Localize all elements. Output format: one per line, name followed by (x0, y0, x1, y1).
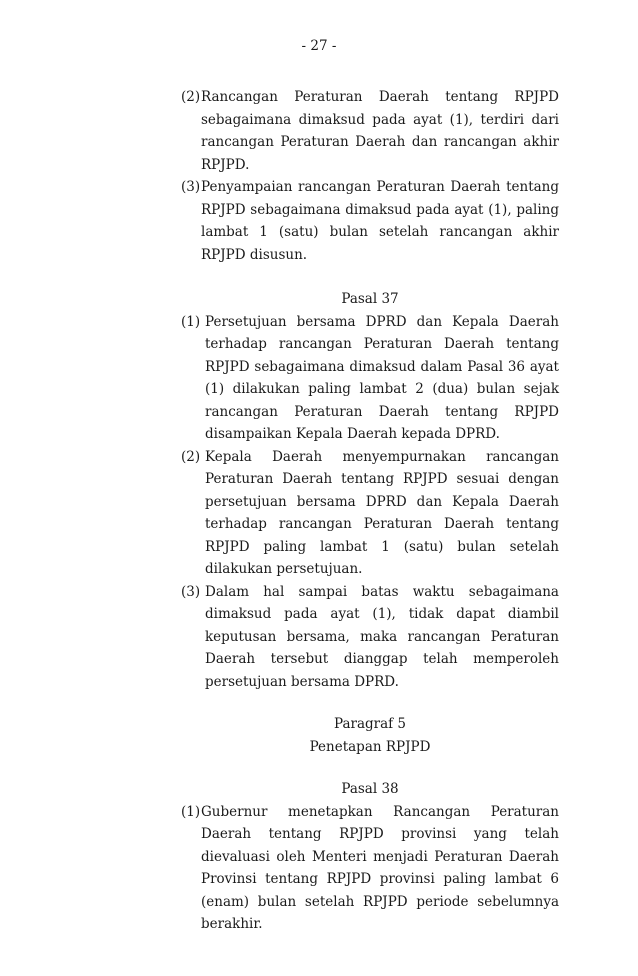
item-number: (1) (181, 803, 201, 820)
pasal-38-heading: Pasal 38 (341, 781, 399, 797)
pasal-37-heading: Pasal 37 (341, 291, 399, 307)
paragraf-5-subheading: Penetapan RPJPD (309, 738, 431, 755)
item-text: Persetujuan bersama DPRD dan Kepala Daerah terhadap rancangan Peraturan Daerah tentang RPJPD sebagaimana dimaksud dalam Pasal 36 ayat (1) dilakukan paling lambat 2 (dua) bulan sejak rancangan Peraturan Daerah tentang RPJPD disampaikan Kepala Daerah kepada DPRD. (205, 313, 559, 442)
paragraf-5-heading: Paragraf 5 (333, 716, 407, 732)
pasal-38-ayat-1 (181, 801, 559, 936)
item-number: (1) (181, 313, 201, 330)
pasal-37-ayat-3 (181, 581, 559, 694)
page-number: - 27 - (301, 38, 337, 54)
item-number: (3) (181, 583, 201, 600)
pasal-37-ayat-2 (181, 446, 559, 581)
item-text: Dalam hal sampai batas waktu sebagaimana dimaksud pada ayat (1), tidak dapat diambil keputusan bersama, maka rancangan Peraturan Daerah tersebut dianggap telah memperoleh persetujuan bersama DPRD. (205, 583, 559, 690)
pasal-37-ayat-1 (181, 311, 559, 446)
item-text: Rancangan Peraturan Daerah tentang RPJPD sebagaimana dimaksud pada ayat (1), terdiri dari rancangan Peraturan Daerah dan rancangan akhir RPJPD. (201, 89, 559, 173)
document-body (181, 86, 559, 936)
item-number: (3) (181, 179, 201, 195)
list-item-ayat-3 (181, 176, 559, 266)
item-number: (2) (181, 448, 201, 465)
item-text: Gubernur menetapkan Rancangan Peraturan Daerah tentang RPJPD provinsi yang telah dievaluasi oleh Menteri menjadi Peraturan Daerah Provinsi tentang RPJPD provinsi paling lambat 6 (enam) bulan setelah RPJPD periode sebelumnya berakhir. (201, 803, 559, 932)
item-number: (2) (181, 89, 201, 105)
item-text: Penyampaian rancangan Peraturan Daerah tentang RPJPD sebagaimana dimaksud pada ayat (1), paling lambat 1 (satu) bulan setelah rancangan akhir RPJPD disusun. (201, 179, 559, 263)
list-item-ayat-2 (181, 86, 559, 176)
item-text: Kepala Daerah menyempurnakan rancangan Peraturan Daerah tentang RPJPD sesuai dengan persetujuan bersama DPRD dan Kepala Daerah terhadap rancangan Peraturan Daerah tentang RPJPD paling lambat 1 (satu) bulan setelah dilakukan persetujuan. (205, 448, 559, 577)
